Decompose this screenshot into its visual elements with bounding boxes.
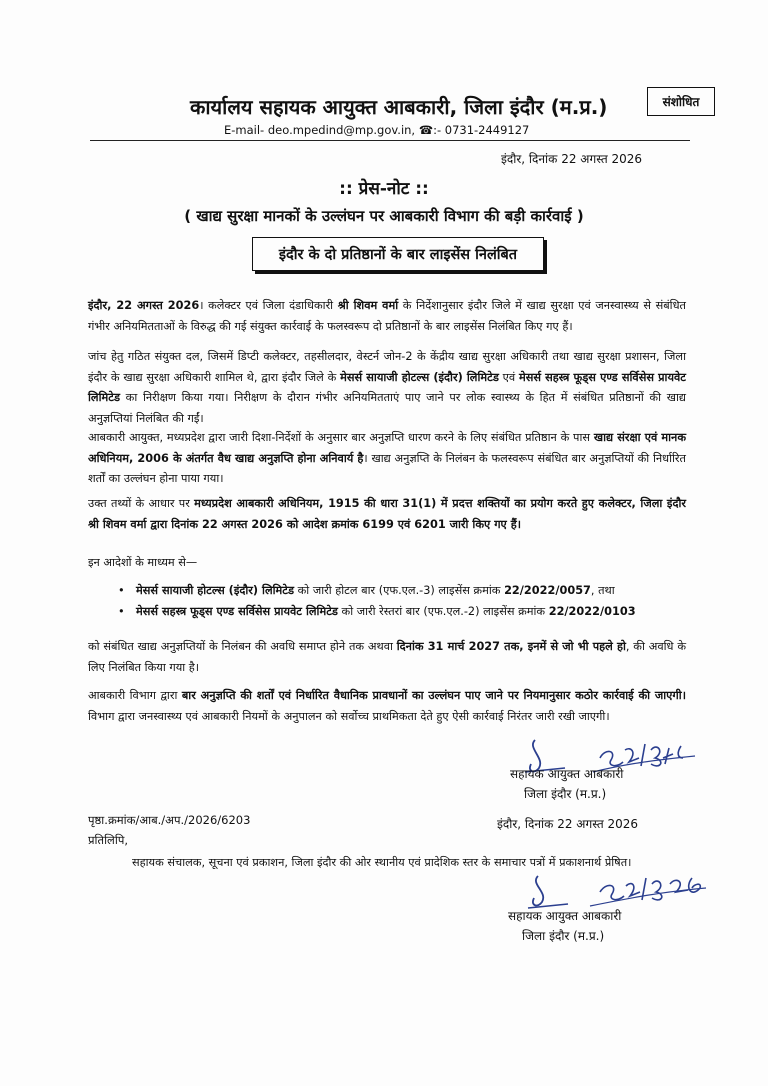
office-title: कार्यालय सहायक आयुक्त आबकारी, जिला इंदौर (म.प्र.)	[190, 95, 608, 119]
signatory-designation: सहायक आयुक्त आबकारी	[508, 909, 622, 923]
signatory-designation: सहायक आयुक्त आबकारी	[510, 767, 624, 781]
bullet-seg: मेसर्स सहस्त्र फूड्स एण्ड सर्विसेस प्रायवेट लिमिटेड	[136, 605, 338, 618]
office-contact: E-mail- deo.mpedind@mp.gov.in, ☎:- 0731-2449127	[224, 123, 530, 137]
bullet-icon: •	[118, 584, 125, 597]
p4-seg: मध्यप्रदेश आबकारी अधिनियम, 1915 की धारा 31(1) में प्रदत्त शक्तियों का प्रयोग करते हुए कलेक्टर, जिला इंदौर श्री शिवम वर्मा द्वारा दिनांक 22 अगस्त 2026 को आदेश क्रमांक 6199 एवं 6201 जारी किए गए हैं।	[88, 497, 686, 531]
copy-recipient: सहायक संचालक, सूचना एवं प्रकाशन, जिला इंदौर की ओर स्थानीय एवं प्रादेशिक स्तर के समाचार पत्रों में प्रकाशनार्थ प्रेषित।	[132, 856, 632, 869]
signature-block-2	[508, 906, 621, 946]
p3-seg: खाद्य संरक्षा एवं मानक अधिनियम, 2006 के अंतर्गत वैध खाद्य अनुज्ञप्ति होना अनिवार्य है	[88, 431, 686, 465]
reference-number: पृष्ठा.क्रमांक/आब./अप./2026/6203	[88, 813, 251, 827]
copy-date: इंदौर, दिनांक 22 अगस्त 2026	[497, 817, 639, 831]
paragraph-6	[88, 637, 686, 678]
list-item	[118, 580, 688, 601]
p1-seg: । कलेक्टर एवं जिला दंडाधिकारी	[199, 299, 338, 312]
headline-box	[252, 237, 544, 271]
press-note-title: :: प्रेस-नोट ::	[339, 179, 429, 199]
revised-stamp	[647, 87, 715, 116]
p1-seg: के निर्देशानुसार इंदौर जिले में खाद्य सुरक्षा एवं जनस्वास्थ्य से संबंधित गंभीर अनियमितताओं के विरुद्ध की गई संयुक्त कार्रवाई के फलस्वरूप दो प्रतिष्ठानों के बार लाइसेंस निलंबित किए गए हैं।	[88, 299, 686, 333]
p6-seg: , की अवधि के लिए निलंबित किया गया है।	[88, 640, 686, 674]
list-item	[118, 601, 688, 622]
headline-text: इंदौर के दो प्रतिष्ठानों के बार लाइसेंस निलंबित	[278, 247, 518, 263]
paragraph-5: इन आदेशों के माध्यम से—	[88, 556, 198, 569]
revised-label: संशोधित	[662, 95, 700, 109]
p6-seg: को संबंधित खाद्य अनुज्ञप्तियों के निलंबन की अवधि समाप्त होने तक अथवा	[88, 640, 397, 653]
paragraph-4	[88, 494, 686, 535]
bullet-icon: •	[118, 605, 125, 618]
bullet-seg: 22/2022/0103	[548, 605, 636, 618]
p1-seg: इंदौर, 22 अगस्त 2026	[88, 299, 200, 312]
p2-seg: जांच हेतु गठित संयुक्त दल, जिसमें डिप्टी कलेक्टर, तहसीलदार, वेस्टर्न जोन-2 के केंद्रीय खाद्य सुरक्षा अधिकारी तथा खाद्य सुरक्षा प्रशासन, जिला इंदौर के खाद्य सुरक्षा अधिकारी शामिल थे, द्वारा इंदौर जिले के	[88, 350, 686, 384]
bullet-seg: को जारी रेस्तरां बार (एफ.एल.-2) लाइसेंस क्रमांक	[337, 605, 549, 618]
p7-seg: विभाग द्वारा जनस्वास्थ्य एवं आबकारी नियमों के अनुपालन को सर्वोच्च प्राथमिकता देते हुए ऐसी कार्रवाई निरंतर जारी रखी जाएगी।	[88, 709, 610, 723]
p7-seg: बार अनुज्ञप्ति की शर्तों एवं निर्धारित वैधानिक प्रावधानों का उल्लंघन पाए जाने पर नियमानुसार कठोर कार्रवाई की जाएगी।	[181, 689, 686, 702]
p6-seg: दिनांक 31 मार्च 2027 तक, इनमें से जो भी पहले हो	[396, 640, 626, 653]
signature-block-1	[510, 764, 623, 804]
issue-date: इंदौर, दिनांक 22 अगस्त 2026	[501, 152, 643, 166]
paragraph-7	[88, 686, 686, 727]
signatory-district: जिला इंदौर (म.प्र.)	[522, 929, 605, 943]
bullet-seg: को जारी होटल बार (एफ.एल.-3) लाइसेंस क्रमांक	[294, 584, 505, 597]
p2-seg: मेसर्स सायाजी होटल्स (इंदौर) लिमिटेड	[340, 370, 499, 384]
p3-seg: आबकारी आयुक्त, मध्यप्रदेश द्वारा जारी दिशा-निर्देशों के अनुसार बार अनुज्ञप्ति धारण करने के लिए संबंधित प्रतिष्ठान के पास	[88, 431, 594, 444]
press-note-subtitle: ( खाद्य सुरक्षा मानकों के उल्लंघन पर आबकारी विभाग की बड़ी कार्रवाई )	[184, 207, 584, 225]
bullet-seg: मेसर्स सायाजी होटल्स (इंदौर) लिमिटेड	[136, 584, 295, 597]
order-list	[118, 580, 688, 622]
p7-seg: आबकारी विभाग द्वारा	[88, 689, 182, 702]
bullet-seg: 22/2022/0057	[504, 584, 591, 597]
p3-seg: । खाद्य अनुज्ञप्ति के निलंबन के फलस्वरूप संबंधित बार अनुज्ञप्तियों की निर्धारित शर्तों का उल्लंघन होना पाया गया।	[88, 451, 686, 485]
p1-seg: श्री शिवम वर्मा	[337, 299, 399, 312]
copy-label: प्रतिलिपि,	[88, 833, 129, 847]
p2-seg: का निरीक्षण किया गया। निरीक्षण के दौरान गंभीर अनियमितताएं पाए जाने पर लोक स्वास्थ्य के हित में संबंधित प्रतिष्ठानों की खाद्य अनुज्ञप्तियां निलंबित की गईं।	[88, 391, 686, 425]
header-divider	[90, 140, 690, 141]
signatory-district: जिला इंदौर (म.प्र.)	[524, 787, 607, 801]
paragraph-2	[88, 347, 686, 429]
bullet-seg: , तथा	[590, 584, 615, 597]
paragraph-3	[88, 428, 686, 490]
p2-seg: मेसर्स सहस्त्र फूड्स एण्ड सर्विसेस प्रायवेट लिमिटेड	[88, 370, 686, 404]
p4-seg: उक्त तथ्यों के आधार पर	[88, 497, 195, 510]
paragraph-1	[88, 296, 686, 337]
p2-seg: एवं	[498, 370, 519, 384]
